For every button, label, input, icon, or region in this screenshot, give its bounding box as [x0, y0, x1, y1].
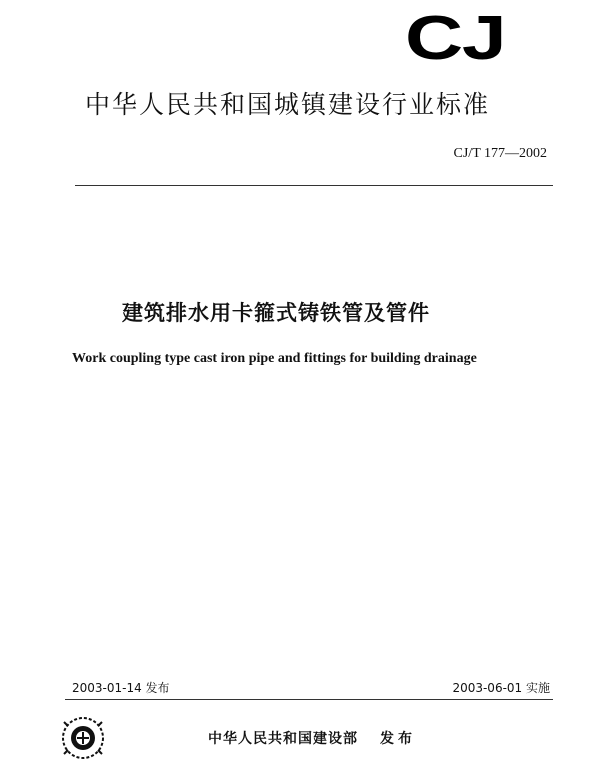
footer-divider — [65, 699, 553, 700]
header-divider — [75, 185, 553, 186]
publisher: 中华人民共和国建设部 — [208, 731, 358, 747]
publish-label: 发布 — [380, 731, 416, 747]
implementation-date: 2003-06-01 实施 — [452, 681, 550, 695]
issue-date: 2003-01-14 发布 — [72, 681, 170, 695]
ministry-seal-icon — [58, 714, 108, 762]
document-title-en: Work coupling type cast iron pipe and fittings for building drainage — [72, 351, 477, 366]
standard-code: CJ/T 177—2002 — [453, 146, 547, 161]
cj-logo: CJ — [405, 4, 506, 73]
org-title: 中华人民共和国城镇建设行业标准 — [85, 90, 491, 119]
document-title-cn: 建筑排水用卡箍式铸铁管及管件 — [122, 301, 430, 325]
